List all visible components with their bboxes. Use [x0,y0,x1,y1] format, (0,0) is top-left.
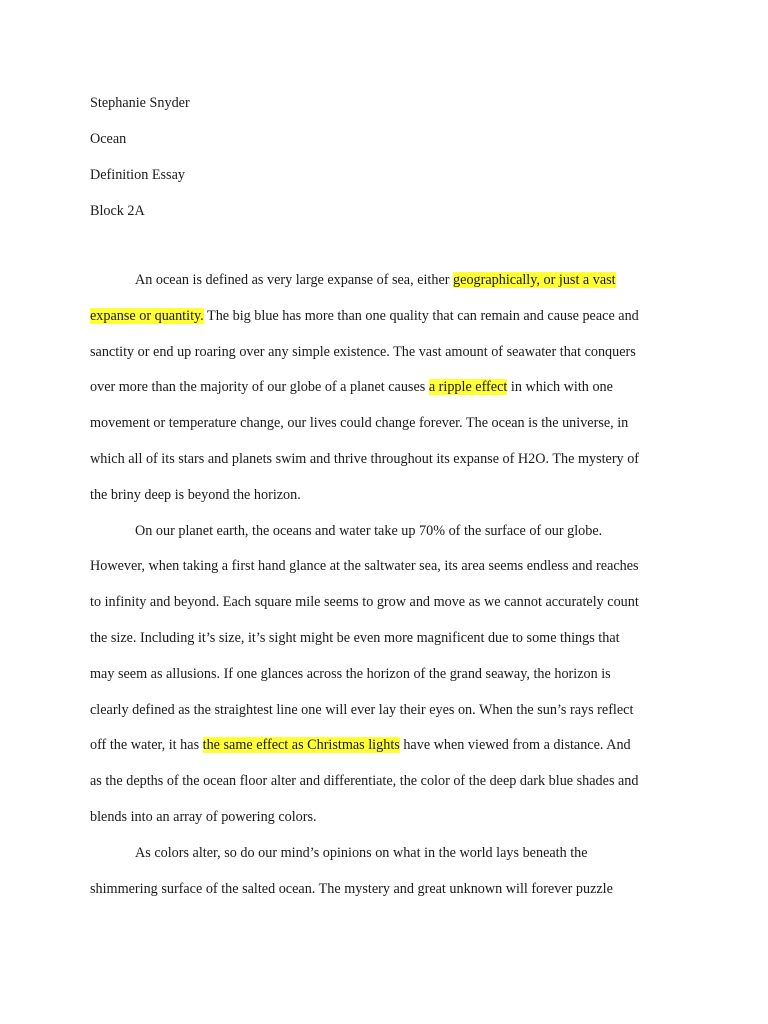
essay-line [90,443,690,479]
text-run: the briny deep is beyond the horizon. [90,486,301,503]
essay-line [90,264,690,300]
text-run: movement or temperature change, our lives could change forever. The ocean is the universe, in [90,415,629,432]
highlighted-text: geographically, or just a vast [453,272,616,288]
essay-line [90,371,690,407]
text-run: off the water, it has [90,737,203,754]
text-run: have when viewed from a distance. And [399,737,631,754]
essay-header [90,92,190,236]
essay-title: Ocean [90,131,127,147]
text-run: As colors alter, so do our mind’s opinions on what in the world lays beneath the [135,844,588,861]
essay-body [90,264,690,908]
text-run: An ocean is defined as very large expanse of sea, either [135,272,454,288]
text-run: On our planet earth, the oceans and water take up 70% of the surface of our globe. [135,522,603,539]
highlighted-text: a ripple effect [428,379,508,396]
essay-line [90,479,690,515]
text-run: may seem as allusions. If one glances across the horizon of the grand seaway, the horizon is [90,665,611,682]
text-run: The big blue has more than one quality that can remain and cause peace and [203,307,639,324]
class-block: Block 2A [90,203,145,219]
essay-line [90,550,690,586]
text-run: sanctity or end up roaring over any simple existence. The vast amount of seawater that conquers [90,343,636,360]
text-run: over more than the majority of our globe of a planet causes [90,379,429,396]
text-run: shimmering surface of the salted ocean. The mystery and great unknown will forever puzzle [90,880,613,897]
text-run: which all of its stars and planets swim and thrive throughout its expanse of H2O. The mystery of [90,450,640,467]
essay-type: Definition Essay [90,167,185,183]
highlighted-text: the same effect as Christmas lights [202,737,400,754]
essay-line [90,801,690,837]
essay-line [90,622,690,658]
essay-line [90,407,690,443]
author-name: Stephanie Snyder [90,95,190,111]
text-run: However, when taking a first hand glance at the saltwater sea, its area seems endless and reaches [90,558,639,575]
essay-line [90,873,690,909]
text-run: to infinity and beyond. Each square mile seems to grow and move as we cannot accurately count [90,594,639,611]
essay-line [90,586,690,622]
essay-line [90,694,690,730]
text-run: blends into an array of powering colors. [90,808,317,825]
text-run: the size. Including it’s size, it’s sight might be even more magnificent due to some things that [90,629,620,646]
highlighted-text: expanse or quantity. [90,307,204,324]
essay-line [90,658,690,694]
essay-line [90,515,690,551]
text-run: as the depths of the ocean floor alter and differentiate, the color of the deep dark blue shades and [90,773,639,790]
text-run: clearly defined as the straightest line one will ever lay their eyes on. When the sun’s rays reflect [90,701,634,718]
essay-line [90,729,690,765]
essay-line [90,837,690,873]
essay-line [90,300,690,336]
essay-line [90,336,690,372]
text-run: in which with one [507,379,613,396]
essay-line [90,765,690,801]
